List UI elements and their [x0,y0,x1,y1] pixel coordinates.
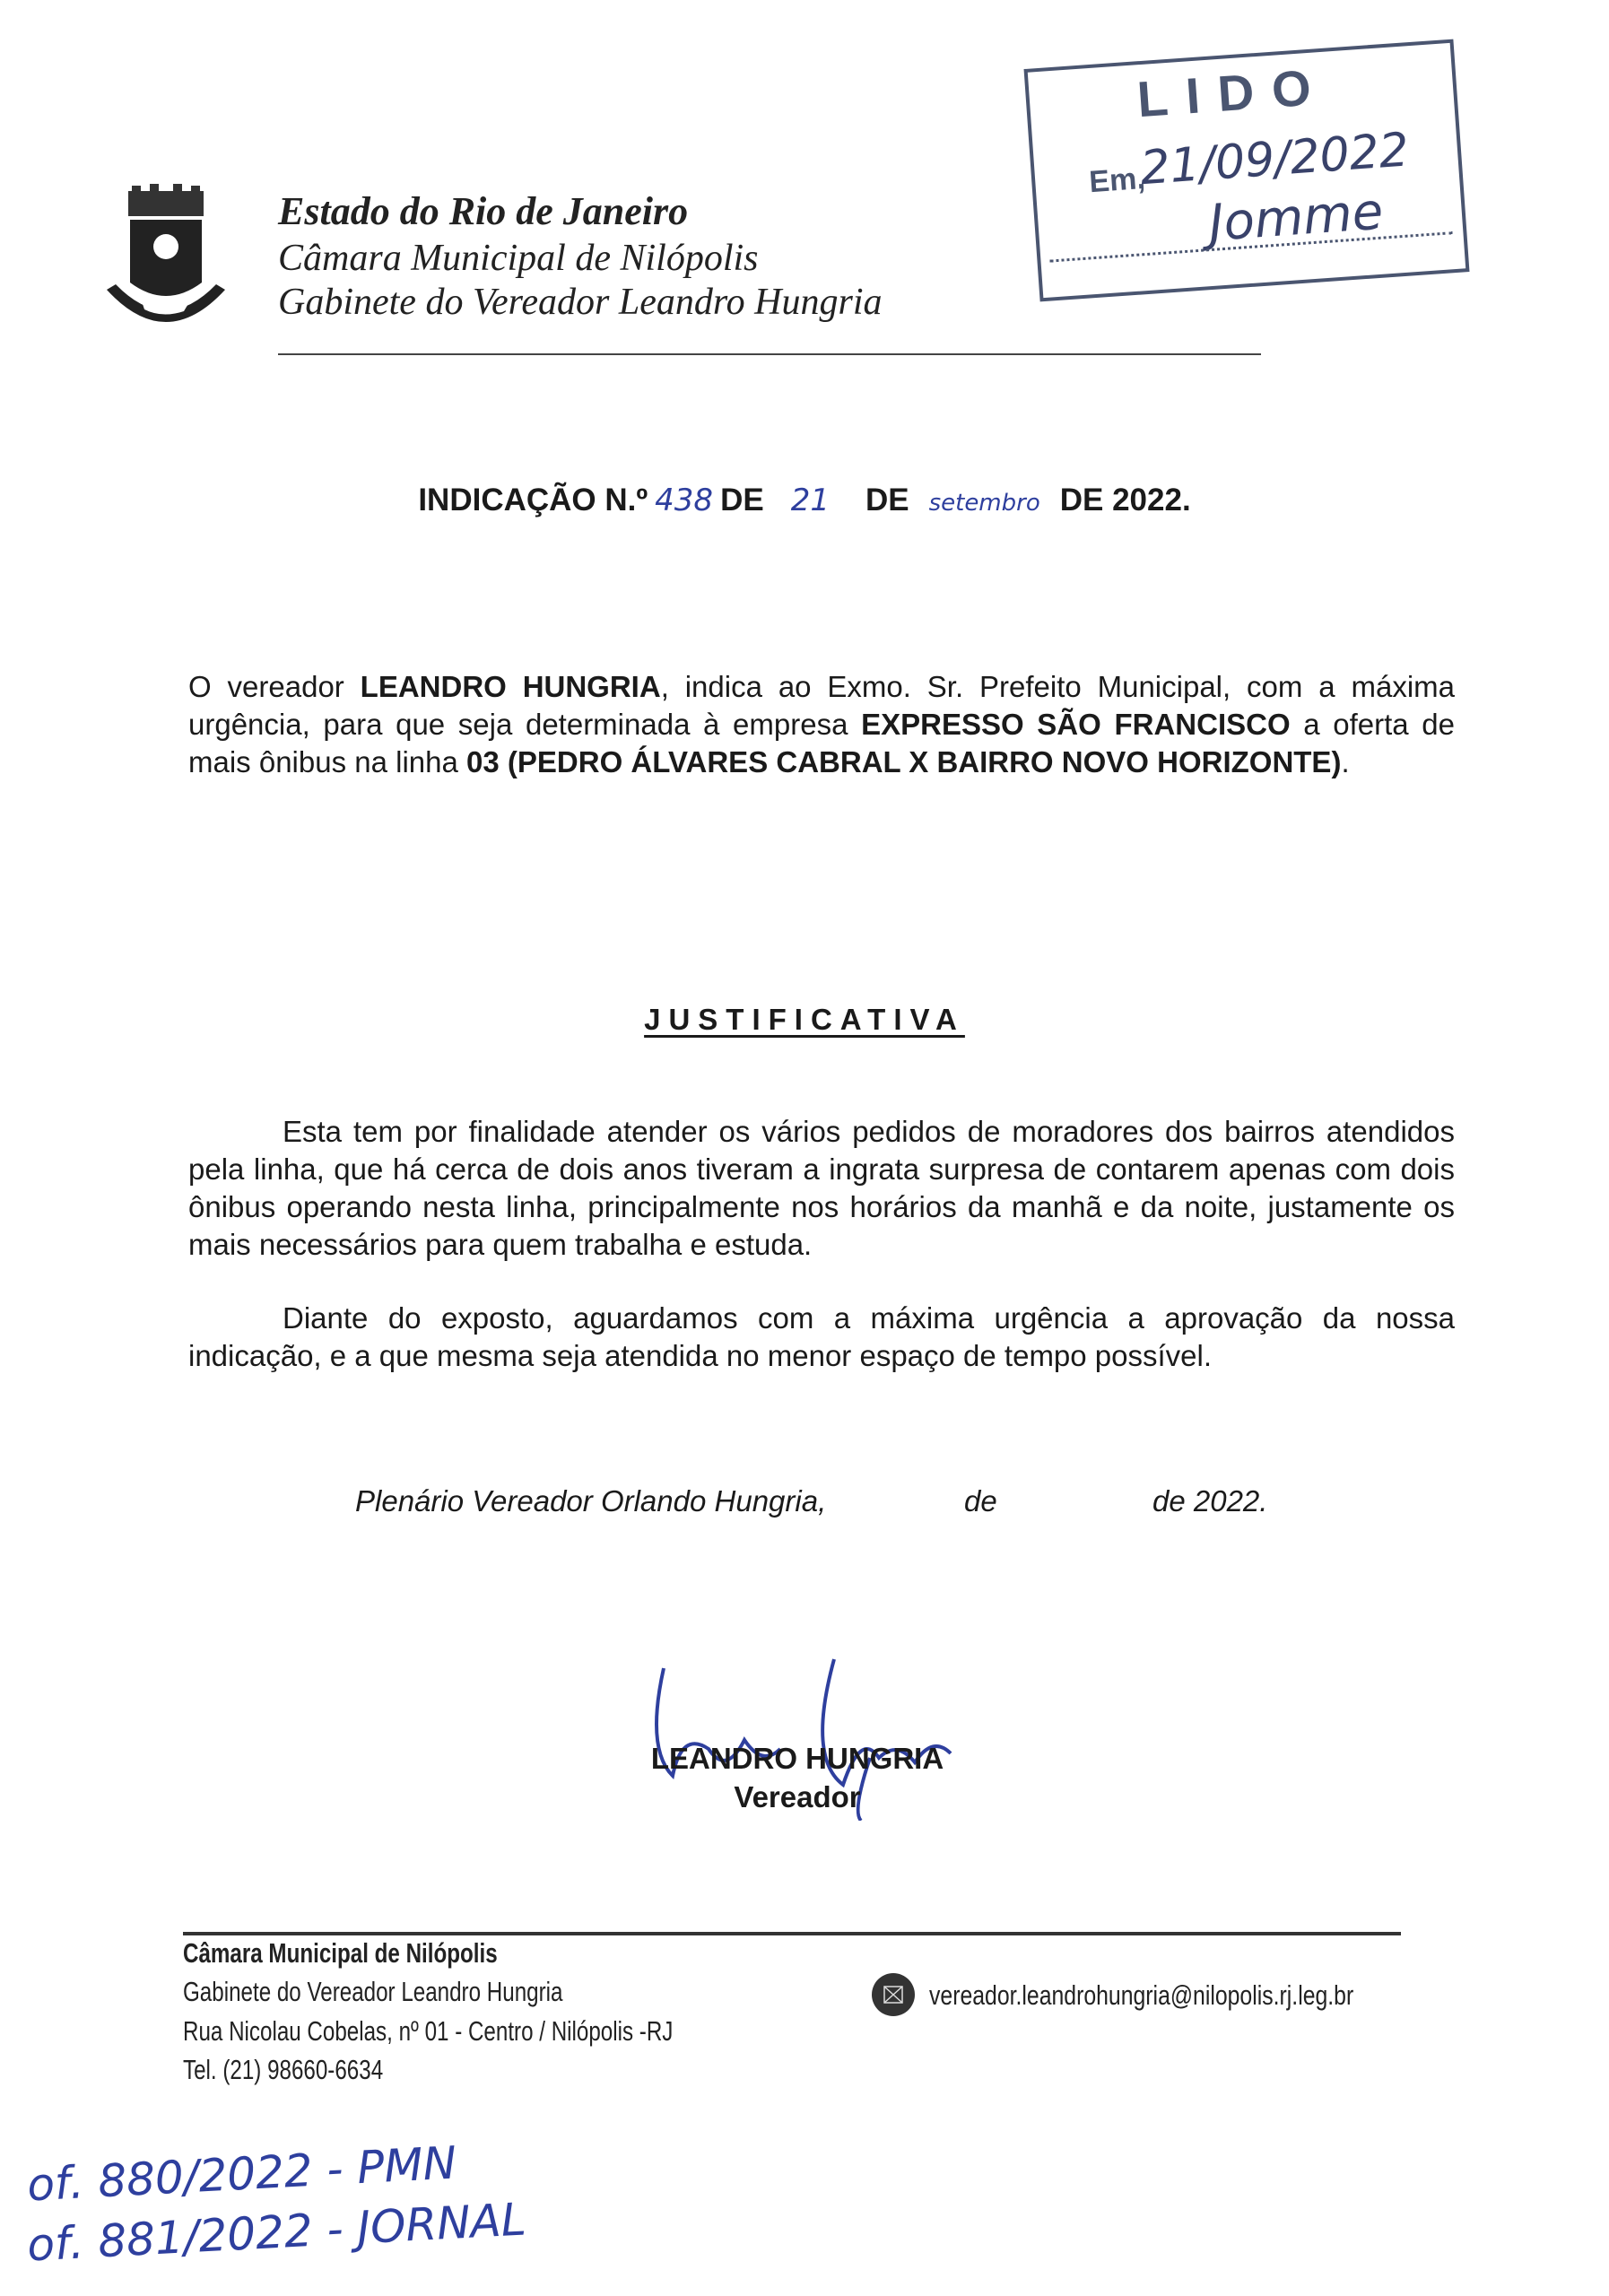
footer-office: Gabinete do Vereador Leandro Hungria [183,1976,563,2007]
justification-paragraph-1: Esta tem por finalidade atender os vários pedidos de moradores dos bairros atendidos pela linha, que há cerca de dois anos tiveram a ingrata surpresa de contarem apenas com dois ônibus operando nesta linha, principalmente nos horários da manhã e da noite, justamente os mais necessários para quem trabalha e estuda. [188,1115,1455,1261]
municipal-crest-logo [103,184,229,341]
header-state: Estado do Rio de Janeiro [278,189,689,233]
closing-place: Plenário Vereador Orlando Hungria, [355,1484,827,1518]
footer-phone: Tel. (21) 98660-6634 [183,2054,384,2085]
signatory-role: Vereador [734,1780,861,1813]
stamp-label: LIDO [1135,57,1331,128]
footer-chamber: Câmara Municipal de Nilópolis [183,1937,498,1969]
signatory-name: LEANDRO HUNGRIA [650,1742,944,1775]
stamp-initials: Jomme [1206,182,1386,253]
closing-de: de [964,1484,997,1518]
header-office: Gabinete do Vereador Leandro Hungria [278,282,883,323]
indication-day: 21 [790,483,830,518]
stamp-date: 21/09/2022 [1138,123,1411,196]
justification-heading: JUSTIFICATIVA [644,1003,965,1036]
title-prefix: INDICAÇÃO N.º [418,483,648,517]
footer-address: Rua Nicolau Cobelas, nº 01 - Centro / Nilópolis -RJ [183,2015,674,2047]
closing-year: de 2022. [1152,1484,1268,1518]
title-de: DE [865,483,909,517]
header-divider [278,353,1261,355]
footer-email: vereador.leandrohungria@nilopolis.rj.leg.br [929,1979,1354,2011]
indication-month: setembro [928,490,1040,517]
document-title [0,483,1609,518]
indication-number: 438 [655,483,714,518]
indication-paragraph: O vereador LEANDRO HUNGRIA, indica ao Exmo. Sr. Prefeito Municipal, com a máxima urgência, para que seja determinada à empresa EXPRESSO SÃO FRANCISCO a oferta de mais ônibus na linha 03 (PEDRO ÁLVARES CABRAL X BAIRRO NOVO HORIZONTE). [188,670,1455,778]
handwritten-note-1: of. 880/2022 - PMN [25,2136,458,2212]
handwritten-note-2: of. 881/2022 - JORNAL [25,2193,527,2272]
title-year: DE 2022. [1059,483,1191,517]
justification-paragraph-2: Diante do exposto, aguardamos com a máxima urgência a aprovação da nossa indicação, e a que mesma seja atendida no menor espaço de tempo possível. [188,1301,1455,1372]
title-de: DE [720,483,764,517]
header-chamber: Câmara Municipal de Nilópolis [278,238,759,279]
footer-divider [183,1932,1401,1935]
email-icon [872,1973,915,2016]
stamp-prefix: Em, [1088,161,1147,200]
read-stamp [1024,39,1470,302]
